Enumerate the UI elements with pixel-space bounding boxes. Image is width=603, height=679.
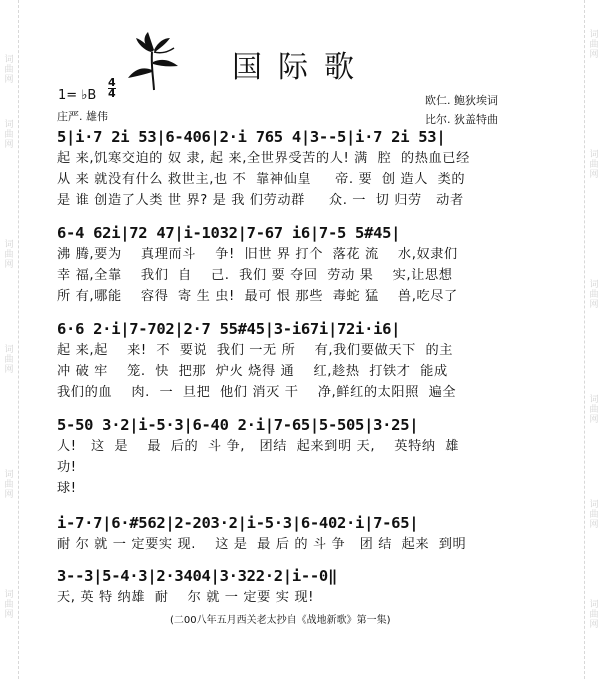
watermark-text: 词曲网 bbox=[4, 55, 14, 85]
lyric-verse-3: 是 谁 创造了人类 世 界? 是 我 们劳动群 众. 一 切 归劳 动者 bbox=[57, 193, 464, 208]
watermark-text: 词曲网 bbox=[589, 30, 599, 60]
lyricist-credit: 欧仁. 鲍狄埃词 bbox=[425, 94, 498, 107]
score-system-1 bbox=[57, 126, 557, 211]
lyric-verse-2: 幸 福,全靠 我们 自 己. 我们 要 夺回 劳动 果 实,让思想 bbox=[57, 268, 453, 283]
watermark-text: 词曲网 bbox=[589, 280, 599, 310]
notation-line: 6·6 2·i|7-702|2·7 55#45|3-i67i|72i·i6| bbox=[57, 320, 401, 338]
key-signature bbox=[58, 76, 116, 103]
lyric-verse-3: 球! bbox=[57, 481, 77, 496]
notation-line: 6-4 62i|72 47|i-1032|7-67 i6|7-5 5#45| bbox=[57, 224, 401, 242]
time-beats: 4 bbox=[108, 76, 116, 89]
notation-line: 5|i·7 2i 53|6-406|2·i 765 4|3--5|i·7 2i 53| bbox=[57, 128, 446, 146]
score-system-4 bbox=[57, 414, 557, 499]
composer-credit: 比尔. 狄盖特曲 bbox=[425, 113, 498, 126]
lyric-verse-2: 从 来 就没有什么 救世主,也 不 靠神仙皇 帝. 要 创 造人 类的 bbox=[57, 172, 466, 187]
watermark-text: 词曲网 bbox=[4, 345, 14, 375]
score-system-2 bbox=[57, 222, 557, 307]
watermark-text: 词曲网 bbox=[4, 590, 14, 620]
notation-line: i-7·7|6·#562|2-203·2|i-5·3|6-402·i|7-65| bbox=[57, 514, 419, 532]
source-footnote: (二00八年五月西关老太抄自《战地新歌》第一集) bbox=[170, 615, 391, 626]
watermark-text: 词曲网 bbox=[4, 240, 14, 270]
watermark-text: 词曲网 bbox=[589, 500, 599, 530]
right-watermark-strip bbox=[584, 0, 603, 679]
lyric-verse-1: 天, 英 特 纳雄 耐 尔 就 一 定要 实 现! bbox=[57, 590, 315, 605]
lyric-verse-1: 沸 腾,要为 真理而斗 争! 旧世 界 打个 落花 流 水,奴隶们 bbox=[57, 247, 458, 262]
notation-line: 3--3|5-4·3|2·3404|3·322·2|i--0‖ bbox=[57, 567, 337, 585]
lyric-verse-2: 功! bbox=[57, 460, 77, 475]
lyric-verse-1: 起 来,饥寒交迫的 奴 隶, 起 来,全世界受苦的人! 满 腔 的热血已经 bbox=[57, 151, 470, 166]
key-prefix: 1= ♭B bbox=[58, 88, 97, 103]
lyric-verse-1: 人! 这 是 最 后的 斗 争, 团结 起来到明 天, 英特纳 雄 bbox=[57, 439, 460, 454]
lyric-verse-3: 我们的血 肉. 一 旦把 他们 消灭 干 净,鲜红的太阳照 遍全 bbox=[57, 385, 457, 400]
time-signature bbox=[108, 78, 116, 99]
watermark-text: 词曲网 bbox=[4, 470, 14, 500]
notation-line: 5-50 3·2|i-5·3|6-40 2·i|7-65|5-505|3·25| bbox=[57, 416, 419, 434]
watermark-text: 词曲网 bbox=[589, 600, 599, 630]
watermark-text: 词曲网 bbox=[4, 120, 14, 150]
time-unit: 4 bbox=[108, 87, 116, 100]
lyric-verse-1: 耐 尔 就 一 定要实 现. 这 是 最 后 的 斗 争 团 结 起来 到明 bbox=[57, 537, 467, 552]
tempo-marking: 庄严. 雄伟 bbox=[57, 110, 108, 123]
song-title: 国际歌 bbox=[232, 50, 370, 85]
lyric-verse-3: 所 有,哪能 容得 寄 生 虫! 最可 恨 那些 毒蛇 猛 兽,吃尽了 bbox=[57, 289, 458, 304]
score-system-3 bbox=[57, 318, 557, 403]
lyric-verse-1: 起 来,起 来! 不 要说 我们 一无 所 有,我们要做天下 的主 bbox=[57, 343, 454, 358]
watermark-text: 词曲网 bbox=[589, 150, 599, 180]
left-watermark-strip bbox=[0, 0, 19, 679]
score-system-5 bbox=[57, 512, 557, 555]
flower-illustration bbox=[124, 30, 184, 92]
watermark-text: 词曲网 bbox=[589, 395, 599, 425]
lyric-verse-2: 冲 破 牢 笼. 快 把那 炉火 烧得 通 红,趁热 打铁才 能成 bbox=[57, 364, 448, 379]
score-system-6 bbox=[57, 565, 557, 608]
